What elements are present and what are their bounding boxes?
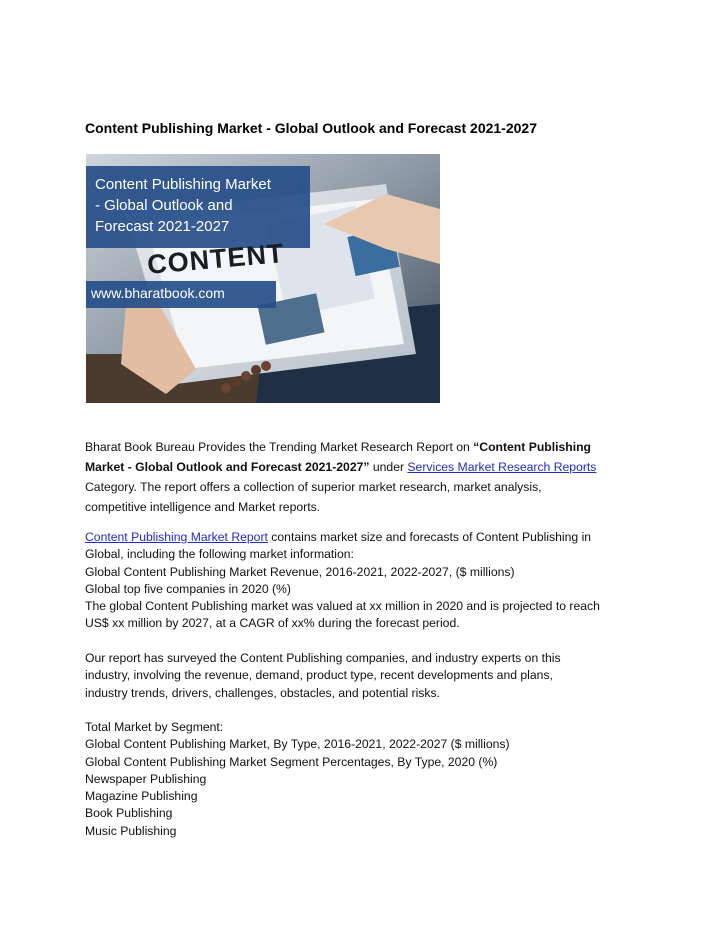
intro-bold-title-part2: Market - Global Outlook and Forecast 2021-2027” [85,460,370,474]
market-report-link[interactable]: Content Publishing Market Report [85,530,268,544]
segments-line: Global Content Publishing Market, By Type, 2016-2021, 2022-2027 ($ millions) [85,737,510,752]
segment-item: Newspaper Publishing [85,771,207,786]
segments-section [85,719,645,840]
hero-title-line: Content Publishing Market [95,176,271,193]
summary-paragraph [85,529,645,633]
segment-item: Magazine Publishing [85,789,198,804]
intro-middle: under [369,460,408,474]
intro-bold-title-part1: “Content Publishing [473,440,591,454]
intro-line-1 [85,437,645,457]
summary-line: Global top five companies in 2020 (%) [85,581,291,596]
summary-line-1 [85,529,645,546]
segments-line: Global Content Publishing Market Segment Percentages, By Type, 2020 (%) [85,754,498,769]
intro-line-2 [85,457,645,477]
segment-item: Music Publishing [85,823,177,838]
hero-background-word: CONTENT [146,238,286,280]
document-title: Content Publishing Market - Global Outlook and Forecast 2021-2027 [85,120,537,136]
intro-line-4: competitive intelligence and Market reports. [85,500,321,514]
intro-line-3: Category. The report offers a collection of superior market research, market analysis, [85,480,542,494]
survey-line: industry, involving the revenue, demand, product type, recent developments and plans, [85,668,553,683]
services-reports-link[interactable]: Services Market Research Reports [407,460,597,474]
survey-paragraph [85,650,645,702]
intro-paragraph [85,437,645,517]
hero-image [86,154,440,403]
hero-title-line: - Global Outlook and [95,197,233,214]
hero-url-banner: www.bharatbook.com [86,281,276,308]
segment-item: Book Publishing [85,806,173,821]
survey-line: industry trends, drivers, challenges, obstacles, and potential risks. [85,685,440,700]
survey-line: Our report has surveyed the Content Publishing companies, and industry experts on this [85,651,561,665]
summary-line-1-rest: contains market size and forecasts of Content Publishing in [267,530,592,544]
summary-line: US$ xx million by 2027, at a CAGR of xx% during the forecast period. [85,616,460,631]
intro-prefix: Bharat Book Bureau Provides the Trending Market Research Report on [85,440,474,454]
hero-title-overlay [86,166,310,248]
summary-line: The global Content Publishing market was valued at xx million in 2020 and is projected to reach [85,599,600,614]
summary-line: Global, including the following market information: [85,547,354,562]
summary-line: Global Content Publishing Market Revenue, 2016-2021, 2022-2027, ($ millions) [85,564,515,579]
hero-title-line: Forecast 2021-2027 [95,218,230,235]
segments-heading: Total Market by Segment: [85,720,224,734]
